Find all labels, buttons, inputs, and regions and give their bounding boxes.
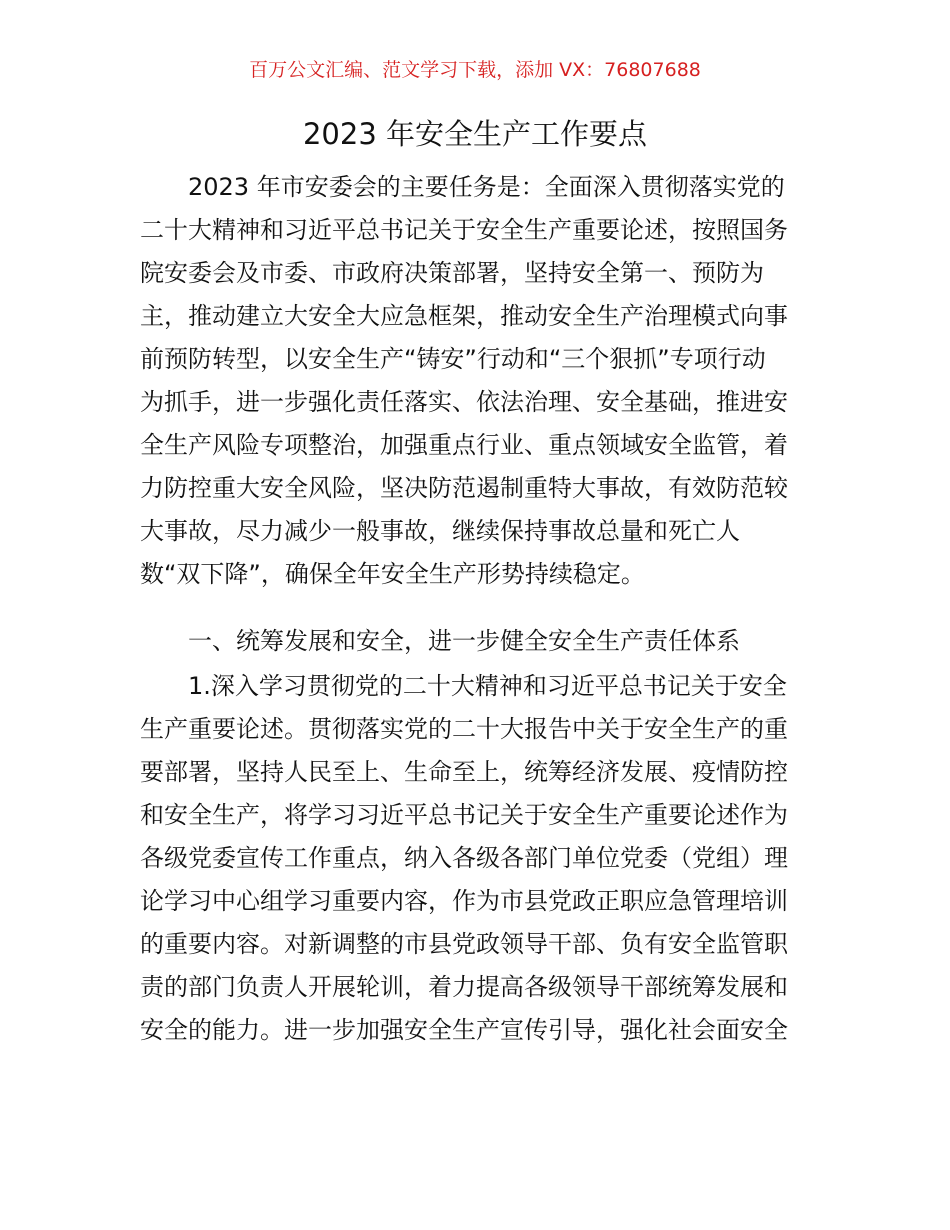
paragraph-line: 要部署，坚持人民至上、生命至上，统筹经济发展、疫情防控 <box>140 758 788 786</box>
paragraph-line: 生产重要论述。贯彻落实党的二十大报告中关于安全生产的重 <box>140 715 788 743</box>
paragraph-line: 安全的能力。进一步加强安全生产宣传引导，强化社会面安全 <box>140 1016 788 1044</box>
document-title: 2023 年安全生产工作要点 <box>302 117 648 151</box>
paragraph-line: 的重要内容。对新调整的市县党政领导干部、负有安全监管职 <box>140 930 788 958</box>
paragraph-line: 前预防转型，以安全生产“铸安”行动和“三个狠抓”专项行动 <box>140 345 766 373</box>
section-heading-text: 一、统筹发展和安全，进一步健全安全生产责任体系 <box>188 627 740 655</box>
paragraph-line: 主，推动建立大安全大应急框架，推动安全生产治理模式向事 <box>140 302 788 330</box>
paragraph-line: 各级党委宣传工作重点，纳入各级各部门单位党委（党组）理 <box>140 844 788 872</box>
item-paragraph <box>140 665 812 1052</box>
paragraph-line: 责的部门负责人开展轮训，着力提高各级领导干部统筹发展和 <box>140 973 788 1001</box>
promo-header: 百万公文汇编、范文学习下载，添加 VX：76807688 <box>249 59 701 81</box>
paragraph-line: 2023 年市安委会的主要任务是：全面深入贯彻落实党的 <box>188 173 785 201</box>
paragraph-line: 全生产风险专项整治，加强重点行业、重点领域安全监管，着 <box>140 431 788 459</box>
section-heading <box>140 620 812 663</box>
paragraph-line: 院安委会及市委、市政府决策部署，坚持安全第一、预防为 <box>140 259 764 287</box>
paragraph-line: 力防控重大安全风险，坚决防范遏制重特大事故，有效防范较 <box>140 474 788 502</box>
paragraph-line: 数“双下降”，确保全年安全生产形势持续稳定。 <box>140 560 645 588</box>
paragraph-line: 和安全生产，将学习习近平总书记关于安全生产重要论述作为 <box>140 801 788 829</box>
paragraph-line: 为抓手，进一步强化责任落实、依法治理、安全基础，推进安 <box>140 388 788 416</box>
paragraph-line: 二十大精神和习近平总书记关于安全生产重要论述，按照国务 <box>140 216 788 244</box>
intro-paragraph <box>140 166 812 596</box>
paragraph-line: 1.深入学习贯彻党的二十大精神和习近平总书记关于安全 <box>188 672 787 700</box>
paragraph-line: 大事故，尽力减少一般事故，继续保持事故总量和死亡人 <box>140 517 740 545</box>
paragraph-line: 论学习中心组学习重要内容，作为市县党政正职应急管理培训 <box>140 887 788 915</box>
